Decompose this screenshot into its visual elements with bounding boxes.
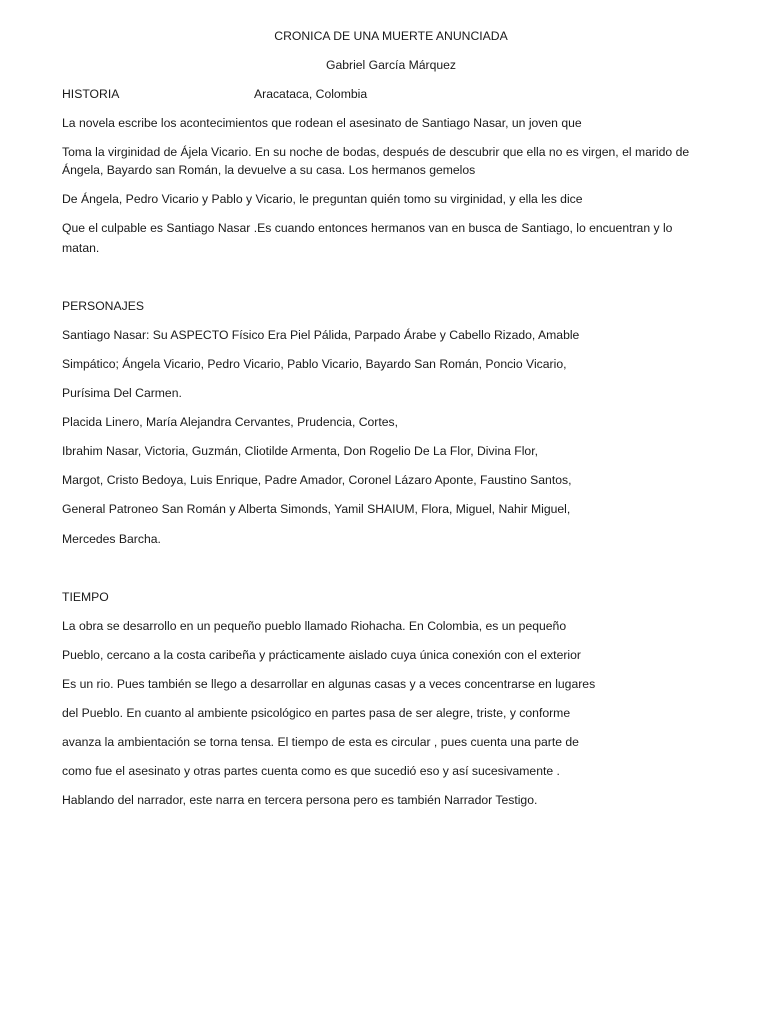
- historia-line: matan.: [62, 241, 100, 255]
- personajes-line: Margot, Cristo Bedoya, Luis Enrique, Padre Amador, Coronel Lázaro Aponte, Faustino Santos,: [62, 473, 572, 487]
- tiempo-line: como fue el asesinato y otras partes cuenta como es que sucedió eso y así sucesivamente .: [62, 764, 560, 778]
- historia-place: Aracataca, Colombia: [254, 87, 368, 101]
- tiempo-heading: TIEMPO: [62, 590, 109, 604]
- tiempo-line: Es un rio. Pues también se llego a desarrollar en algunas casas y a veces concentrarse en lugares: [62, 677, 596, 691]
- tiempo-line: Hablando del narrador, este narra en tercera persona pero es también Narrador Testigo.: [62, 793, 538, 807]
- historia-line: De Ángela, Pedro Vicario y Pablo y Vicario, le preguntan quién tomo su virginidad, y ella les dice: [62, 192, 583, 206]
- document-author: Gabriel García Márquez: [325, 58, 457, 72]
- personajes-line: Santiago Nasar: Su ASPECTO Físico Era Piel Pálida, Parpado Árabe y Cabello Rizado, Amable: [62, 328, 580, 342]
- tiempo-line: del Pueblo. En cuanto al ambiente psicológico en partes pasa de ser alegre, triste, y conforme: [62, 706, 571, 720]
- historia-line: Ángela, Bayardo san Román, la devuelve a su casa. Los hermanos gemelos: [62, 163, 476, 177]
- historia-line: Que el culpable es Santiago Nasar .Es cuando entonces hermanos van en busca de Santiago, lo encuentran y lo: [62, 221, 673, 235]
- tiempo-line: avanza la ambientación se torna tensa. El tiempo de esta es circular , pues cuenta una parte de: [62, 735, 579, 749]
- tiempo-line: La obra se desarrollo en un pequeño pueblo llamado Riohacha. En Colombia, es un pequeño: [62, 619, 567, 633]
- personajes-heading: PERSONAJES: [62, 299, 144, 313]
- personajes-line: Simpático; Ángela Vicario, Pedro Vicario, Pablo Vicario, Bayardo San Román, Poncio Vicario,: [62, 357, 567, 371]
- historia-line: Toma la virginidad de Ájela Vicario. En su noche de bodas, después de descubrir que ella no es virgen, el marido de: [62, 145, 690, 159]
- historia-line: La novela escribe los acontecimientos que rodean el asesinato de Santiago Nasar, un joven que: [62, 116, 582, 130]
- historia-heading: HISTORIA: [62, 87, 120, 101]
- personajes-line: General Patroneo San Román y Alberta Simonds, Yamil SHAIUM, Flora, Miguel, Nahir Miguel,: [62, 502, 571, 516]
- document-title: CRONICA DE UNA MUERTE ANUNCIADA: [274, 29, 508, 43]
- tiempo-line: Pueblo, cercano a la costa caribeña y prácticamente aislado cuya única conexión con el exterior: [62, 648, 581, 662]
- personajes-line: Placida Linero, María Alejandra Cervantes, Prudencia, Cortes,: [62, 415, 399, 429]
- personajes-line: Purísima Del Carmen.: [62, 386, 182, 400]
- personajes-line: Ibrahim Nasar, Victoria, Guzmán, Cliotilde Armenta, Don Rogelio De La Flor, Divina Flor,: [62, 444, 538, 458]
- personajes-line: Mercedes Barcha.: [62, 532, 161, 546]
